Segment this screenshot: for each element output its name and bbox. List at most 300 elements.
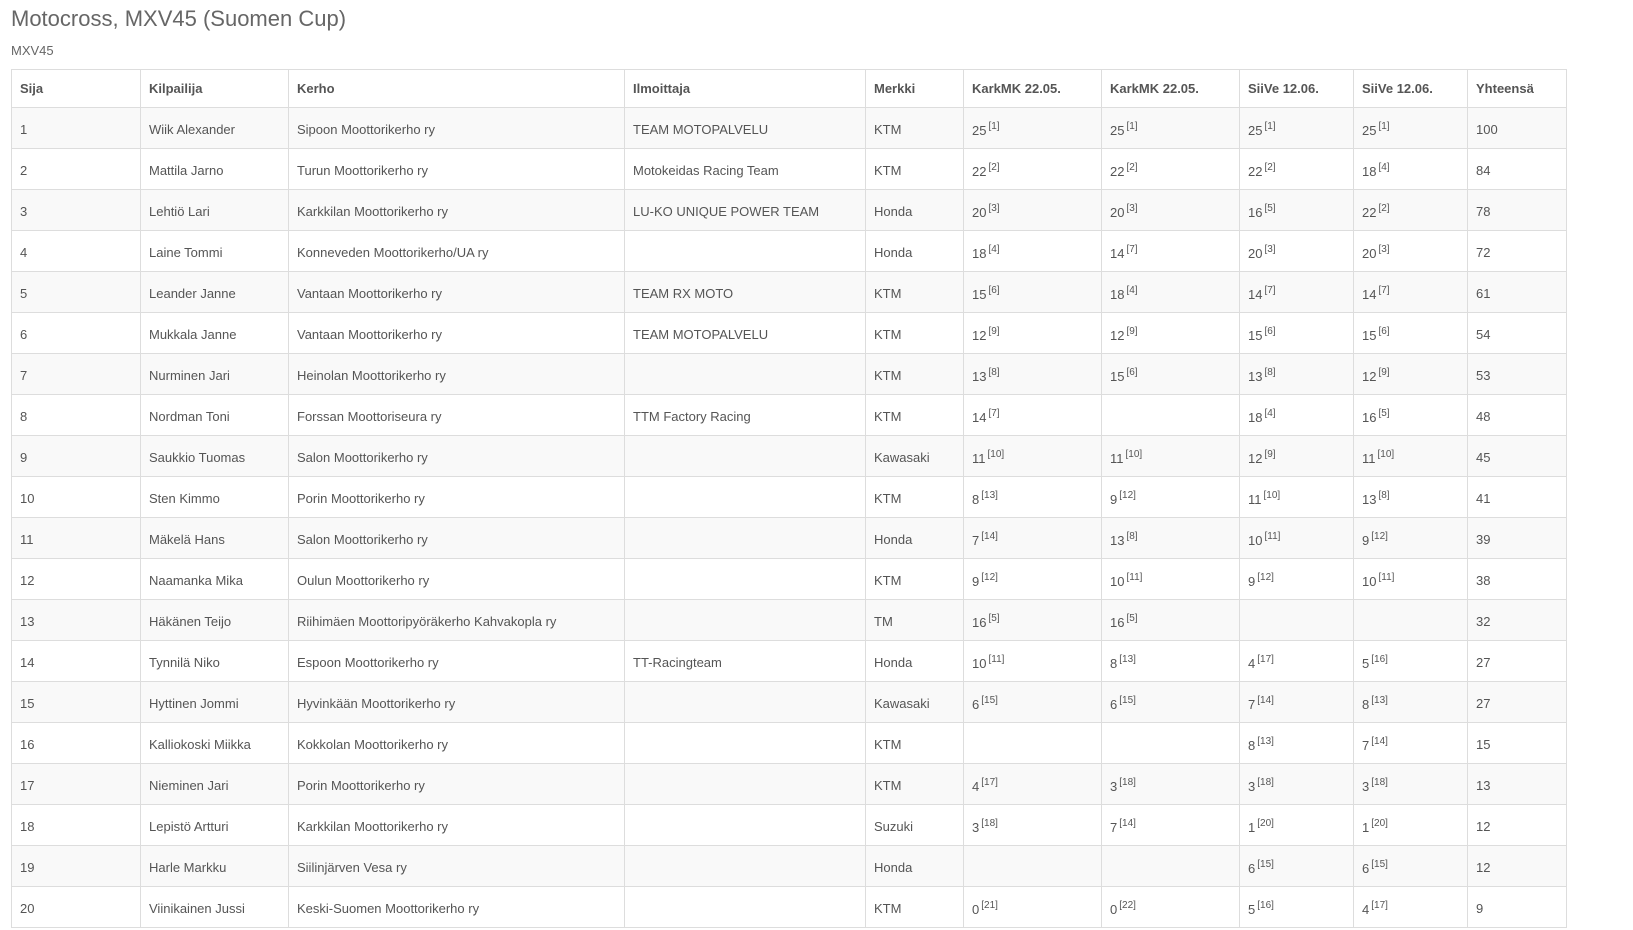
race-position: [17] — [1371, 899, 1388, 911]
total-points-cell: 100 — [1468, 108, 1567, 149]
race-position: [2] — [1126, 161, 1138, 173]
race-position: [12] — [981, 571, 998, 583]
club-cell: Kokkolan Moottorikerho ry — [289, 723, 625, 764]
race-position: [15] — [1119, 694, 1136, 706]
race-position: [8] — [1264, 366, 1276, 378]
race-2-result-cell — [1102, 149, 1240, 190]
race-3-result-cell — [1240, 723, 1354, 764]
race-points: 10 — [1110, 573, 1125, 589]
race-position: [20] — [1257, 817, 1274, 829]
header-row — [12, 70, 1567, 108]
entrant-cell: TEAM MOTOPALVELU — [625, 313, 866, 354]
total-points-cell: 72 — [1468, 231, 1567, 272]
race-2-result-cell — [1102, 190, 1240, 231]
race-2-result-cell — [1102, 641, 1240, 682]
race-4-result-cell — [1354, 354, 1468, 395]
race-points: 14 — [1362, 286, 1377, 302]
rank-cell: 8 — [12, 395, 141, 436]
race-points: 20 — [1110, 204, 1125, 220]
race-points: 3 — [1362, 778, 1370, 794]
make-cell: Honda — [866, 846, 964, 887]
race-1-result-cell — [964, 723, 1102, 764]
rider-name-cell: Harle Markku — [141, 846, 289, 887]
header-rank[interactable]: Sija — [12, 70, 141, 108]
total-points-cell: 15 — [1468, 723, 1567, 764]
race-points: 3 — [972, 819, 980, 835]
rider-name-cell: Leander Janne — [141, 272, 289, 313]
race-points: 13 — [1248, 368, 1263, 384]
race-position: [14] — [981, 530, 998, 542]
race-position: [4] — [1378, 161, 1390, 173]
race-3-result-cell — [1240, 395, 1354, 436]
rank-cell: 18 — [12, 805, 141, 846]
rider-name-cell: Tynnilä Niko — [141, 641, 289, 682]
race-2-result-cell — [1102, 477, 1240, 518]
race-position: [18] — [1257, 776, 1274, 788]
race-3-result-cell — [1240, 272, 1354, 313]
race-4-result-cell — [1354, 518, 1468, 559]
rank-cell: 14 — [12, 641, 141, 682]
race-1-result-cell — [964, 600, 1102, 641]
table-row — [12, 272, 1567, 313]
race-points: 9 — [1110, 491, 1118, 507]
results-table — [11, 69, 1567, 928]
entrant-cell — [625, 723, 866, 764]
race-points: 3 — [1248, 778, 1256, 794]
race-position: [14] — [1371, 735, 1388, 747]
total-points-cell: 45 — [1468, 436, 1567, 477]
race-2-result-cell — [1102, 518, 1240, 559]
race-points: 22 — [1248, 163, 1263, 179]
race-position: [22] — [1119, 899, 1136, 911]
race-1-result-cell — [964, 108, 1102, 149]
table-row — [12, 395, 1567, 436]
make-cell: Honda — [866, 641, 964, 682]
race-position: [4] — [1126, 284, 1138, 296]
rank-cell: 19 — [12, 846, 141, 887]
race-position: [11] — [1378, 571, 1395, 583]
entrant-cell: TTM Factory Racing — [625, 395, 866, 436]
rank-cell: 16 — [12, 723, 141, 764]
race-3-result-cell — [1240, 805, 1354, 846]
race-points: 11 — [1248, 491, 1262, 507]
make-cell: KTM — [866, 272, 964, 313]
race-points: 16 — [1248, 204, 1263, 220]
race-2-result-cell — [1102, 108, 1240, 149]
table-row — [12, 764, 1567, 805]
rider-name-cell: Mattila Jarno — [141, 149, 289, 190]
entrant-cell: TEAM MOTOPALVELU — [625, 108, 866, 149]
race-3-result-cell — [1240, 682, 1354, 723]
race-position: [7] — [988, 407, 1000, 419]
rider-name-cell: Nurminen Jari — [141, 354, 289, 395]
race-points: 1 — [1248, 819, 1256, 835]
table-row — [12, 805, 1567, 846]
entrant-cell — [625, 436, 866, 477]
race-2-result-cell — [1102, 600, 1240, 641]
race-3-result-cell — [1240, 641, 1354, 682]
race-position: [2] — [1264, 161, 1276, 173]
race-1-result-cell — [964, 559, 1102, 600]
race-2-result-cell — [1102, 887, 1240, 928]
header-make[interactable]: Merkki — [866, 70, 964, 108]
race-1-result-cell — [964, 354, 1102, 395]
club-cell: Salon Moottorikerho ry — [289, 436, 625, 477]
race-points: 25 — [972, 122, 987, 138]
table-row — [12, 231, 1567, 272]
race-points: 11 — [1362, 450, 1376, 466]
entrant-cell — [625, 231, 866, 272]
class-label: MXV45 — [11, 43, 54, 58]
race-position: [8] — [1378, 489, 1390, 501]
rider-name-cell: Laine Tommi — [141, 231, 289, 272]
race-1-result-cell — [964, 764, 1102, 805]
rank-cell: 10 — [12, 477, 141, 518]
race-points: 13 — [972, 368, 987, 384]
total-points-cell: 54 — [1468, 313, 1567, 354]
total-points-cell: 39 — [1468, 518, 1567, 559]
race-position: [1] — [1126, 120, 1138, 132]
entrant-cell — [625, 887, 866, 928]
race-points: 25 — [1110, 122, 1125, 138]
race-points: 18 — [1362, 163, 1377, 179]
race-3-result-cell — [1240, 518, 1354, 559]
total-points-cell: 12 — [1468, 846, 1567, 887]
race-position: [17] — [981, 776, 998, 788]
total-points-cell: 61 — [1468, 272, 1567, 313]
rank-cell: 6 — [12, 313, 141, 354]
race-points: 4 — [1248, 655, 1256, 671]
race-position: [11] — [1126, 571, 1143, 583]
race-position: [5] — [1378, 407, 1390, 419]
race-points: 11 — [1110, 450, 1124, 466]
make-cell: KTM — [866, 313, 964, 354]
make-cell: KTM — [866, 108, 964, 149]
rank-cell: 2 — [12, 149, 141, 190]
header-race-1[interactable]: KarkMK 22.05. — [964, 70, 1102, 108]
club-cell: Heinolan Moottorikerho ry — [289, 354, 625, 395]
race-position: [21] — [981, 899, 998, 911]
race-2-result-cell — [1102, 846, 1240, 887]
race-position: [1] — [1378, 120, 1390, 132]
race-points: 8 — [972, 491, 980, 507]
race-position: [6] — [988, 284, 1000, 296]
entrant-cell — [625, 354, 866, 395]
race-position: [15] — [981, 694, 998, 706]
rank-cell: 7 — [12, 354, 141, 395]
race-points: 15 — [972, 286, 987, 302]
race-points: 10 — [1248, 532, 1263, 548]
race-points: 25 — [1248, 122, 1263, 138]
race-position: [12] — [1371, 530, 1388, 542]
race-position: [17] — [1257, 653, 1274, 665]
race-position: [9] — [988, 325, 1000, 337]
club-cell: Karkkilan Moottorikerho ry — [289, 805, 625, 846]
race-4-result-cell — [1354, 682, 1468, 723]
table-row — [12, 354, 1567, 395]
header-race-3[interactable]: SiiVe 12.06. — [1240, 70, 1354, 108]
race-position: [9] — [1126, 325, 1138, 337]
race-4-result-cell — [1354, 805, 1468, 846]
race-points: 9 — [972, 573, 980, 589]
entrant-cell — [625, 477, 866, 518]
race-points: 6 — [1362, 860, 1370, 876]
table-row — [12, 436, 1567, 477]
race-position: [10] — [987, 448, 1005, 460]
race-points: 7 — [1362, 737, 1370, 753]
rider-name-cell: Kalliokoski Miikka — [141, 723, 289, 764]
race-points: 5 — [1248, 901, 1256, 917]
race-points: 9 — [1248, 573, 1256, 589]
race-position: [6] — [1264, 325, 1276, 337]
race-points: 6 — [972, 696, 980, 712]
race-position: [8] — [988, 366, 1000, 378]
race-points: 14 — [972, 409, 987, 425]
race-points: 12 — [1248, 450, 1263, 466]
race-2-result-cell — [1102, 805, 1240, 846]
race-3-result-cell — [1240, 190, 1354, 231]
race-position: [6] — [1126, 366, 1138, 378]
table-row — [12, 600, 1567, 641]
rank-cell: 12 — [12, 559, 141, 600]
race-points: 7 — [972, 532, 980, 548]
race-points: 12 — [972, 327, 987, 343]
race-points: 20 — [1362, 245, 1377, 261]
make-cell: Kawasaki — [866, 436, 964, 477]
total-points-cell: 53 — [1468, 354, 1567, 395]
race-position: [13] — [1119, 653, 1136, 665]
make-cell: KTM — [866, 559, 964, 600]
make-cell: KTM — [866, 764, 964, 805]
club-cell: Hyvinkään Moottorikerho ry — [289, 682, 625, 723]
header-rider[interactable]: Kilpailija — [141, 70, 289, 108]
table-row — [12, 149, 1567, 190]
rank-cell: 9 — [12, 436, 141, 477]
race-4-result-cell — [1354, 600, 1468, 641]
results-body — [12, 108, 1567, 928]
race-position: [13] — [981, 489, 998, 501]
entrant-cell — [625, 682, 866, 723]
table-row — [12, 682, 1567, 723]
race-position: [6] — [1378, 325, 1390, 337]
header-entrant[interactable]: Ilmoittaja — [625, 70, 866, 108]
race-2-result-cell — [1102, 723, 1240, 764]
race-points: 10 — [1362, 573, 1377, 589]
rider-name-cell: Saukkio Tuomas — [141, 436, 289, 477]
race-points: 16 — [1362, 409, 1377, 425]
race-position: [20] — [1371, 817, 1388, 829]
race-3-result-cell — [1240, 313, 1354, 354]
rider-name-cell: Wiik Alexander — [141, 108, 289, 149]
race-position: [5] — [1264, 202, 1276, 214]
race-position: [15] — [1371, 858, 1388, 870]
race-position: [4] — [1264, 407, 1276, 419]
header-race-2[interactable]: KarkMK 22.05. — [1102, 70, 1240, 108]
entrant-cell: LU-KO UNIQUE POWER TEAM — [625, 190, 866, 231]
club-cell: Porin Moottorikerho ry — [289, 764, 625, 805]
race-points: 16 — [1110, 614, 1125, 630]
race-position: [7] — [1264, 284, 1276, 296]
rank-cell: 13 — [12, 600, 141, 641]
race-points: 9 — [1362, 532, 1370, 548]
race-points: 4 — [1362, 901, 1370, 917]
table-row — [12, 108, 1567, 149]
table-row — [12, 190, 1567, 231]
make-cell: KTM — [866, 723, 964, 764]
club-cell: Riihimäen Moottoripyöräkerho Kahvakopla ry — [289, 600, 625, 641]
club-cell: Sipoon Moottorikerho ry — [289, 108, 625, 149]
race-4-result-cell — [1354, 231, 1468, 272]
make-cell: KTM — [866, 477, 964, 518]
page-title: Motocross, MXV45 (Suomen Cup) — [11, 6, 347, 31]
race-position: [12] — [1257, 571, 1274, 583]
race-points: 16 — [972, 614, 987, 630]
race-position: [3] — [1126, 202, 1138, 214]
race-points: 20 — [1248, 245, 1263, 261]
club-cell: Salon Moottorikerho ry — [289, 518, 625, 559]
entrant-cell — [625, 600, 866, 641]
race-1-result-cell — [964, 436, 1102, 477]
total-points-cell: 27 — [1468, 641, 1567, 682]
race-points: 10 — [972, 655, 987, 671]
race-1-result-cell — [964, 149, 1102, 190]
race-1-result-cell — [964, 395, 1102, 436]
race-3-result-cell — [1240, 764, 1354, 805]
total-points-cell: 9 — [1468, 887, 1567, 928]
rank-cell: 3 — [12, 190, 141, 231]
race-points: 22 — [1362, 204, 1377, 220]
race-points: 18 — [1248, 409, 1263, 425]
rank-cell: 11 — [12, 518, 141, 559]
race-3-result-cell — [1240, 887, 1354, 928]
race-position: [11] — [988, 653, 1005, 665]
total-points-cell: 38 — [1468, 559, 1567, 600]
race-1-result-cell — [964, 313, 1102, 354]
race-points: 3 — [1110, 778, 1118, 794]
club-cell: Karkkilan Moottorikerho ry — [289, 190, 625, 231]
header-club[interactable]: Kerho — [289, 70, 625, 108]
race-1-result-cell — [964, 231, 1102, 272]
race-points: 0 — [972, 901, 980, 917]
total-points-cell: 84 — [1468, 149, 1567, 190]
race-position: [14] — [1119, 817, 1136, 829]
race-4-result-cell — [1354, 641, 1468, 682]
rider-name-cell: Nordman Toni — [141, 395, 289, 436]
race-position: [10] — [1263, 489, 1281, 501]
race-4-result-cell — [1354, 764, 1468, 805]
header-total[interactable]: Yhteensä — [1468, 70, 1567, 108]
rank-cell: 15 — [12, 682, 141, 723]
rider-name-cell: Nieminen Jari — [141, 764, 289, 805]
race-4-result-cell — [1354, 108, 1468, 149]
total-points-cell: 41 — [1468, 477, 1567, 518]
race-position: [18] — [981, 817, 998, 829]
rider-name-cell: Naamanka Mika — [141, 559, 289, 600]
make-cell: Kawasaki — [866, 682, 964, 723]
race-position: [4] — [988, 243, 1000, 255]
race-4-result-cell — [1354, 190, 1468, 231]
race-position: [9] — [1264, 448, 1276, 460]
table-row — [12, 518, 1567, 559]
race-position: [13] — [1371, 694, 1388, 706]
race-2-result-cell — [1102, 436, 1240, 477]
race-4-result-cell — [1354, 395, 1468, 436]
race-position: [3] — [988, 202, 1000, 214]
race-points: 11 — [972, 450, 986, 466]
race-4-result-cell — [1354, 723, 1468, 764]
race-points: 4 — [972, 778, 980, 794]
race-points: 1 — [1362, 819, 1370, 835]
race-1-result-cell — [964, 477, 1102, 518]
header-race-4[interactable]: SiiVe 12.06. — [1354, 70, 1468, 108]
race-points: 22 — [972, 163, 987, 179]
race-points: 6 — [1110, 696, 1118, 712]
race-position: [15] — [1257, 858, 1274, 870]
race-points: 0 — [1110, 901, 1118, 917]
race-4-result-cell — [1354, 272, 1468, 313]
club-cell: Vantaan Moottorikerho ry — [289, 313, 625, 354]
club-cell: Oulun Moottorikerho ry — [289, 559, 625, 600]
entrant-cell: TEAM RX MOTO — [625, 272, 866, 313]
club-cell: Forssan Moottoriseura ry — [289, 395, 625, 436]
race-3-result-cell — [1240, 600, 1354, 641]
race-position: [11] — [1264, 530, 1281, 542]
rank-cell: 4 — [12, 231, 141, 272]
race-points: 15 — [1110, 368, 1125, 384]
race-4-result-cell — [1354, 887, 1468, 928]
race-points: 14 — [1248, 286, 1263, 302]
race-position: [5] — [1126, 612, 1138, 624]
entrant-cell — [625, 559, 866, 600]
total-points-cell: 32 — [1468, 600, 1567, 641]
race-position: [10] — [1377, 448, 1395, 460]
race-position: [9] — [1378, 366, 1390, 378]
race-points: 8 — [1110, 655, 1118, 671]
rider-name-cell: Viinikainen Jussi — [141, 887, 289, 928]
rider-name-cell: Lepistö Artturi — [141, 805, 289, 846]
make-cell: TM — [866, 600, 964, 641]
race-1-result-cell — [964, 272, 1102, 313]
race-points: 22 — [1110, 163, 1125, 179]
race-2-result-cell — [1102, 354, 1240, 395]
entrant-cell — [625, 846, 866, 887]
race-2-result-cell — [1102, 682, 1240, 723]
club-cell: Keski-Suomen Moottorikerho ry — [289, 887, 625, 928]
race-1-result-cell — [964, 805, 1102, 846]
race-2-result-cell — [1102, 272, 1240, 313]
rider-name-cell: Mukkala Janne — [141, 313, 289, 354]
table-row — [12, 846, 1567, 887]
entrant-cell: TT-Racingteam — [625, 641, 866, 682]
race-2-result-cell — [1102, 395, 1240, 436]
race-position: [7] — [1126, 243, 1138, 255]
table-row — [12, 477, 1567, 518]
race-points: 25 — [1362, 122, 1377, 138]
race-points: 20 — [972, 204, 987, 220]
race-2-result-cell — [1102, 231, 1240, 272]
make-cell: KTM — [866, 887, 964, 928]
race-3-result-cell — [1240, 477, 1354, 518]
race-position: [2] — [1378, 202, 1390, 214]
club-cell: Vantaan Moottorikerho ry — [289, 272, 625, 313]
rank-cell: 20 — [12, 887, 141, 928]
rider-name-cell: Sten Kimmo — [141, 477, 289, 518]
race-1-result-cell — [964, 190, 1102, 231]
race-1-result-cell — [964, 846, 1102, 887]
rider-name-cell: Mäkelä Hans — [141, 518, 289, 559]
race-4-result-cell — [1354, 559, 1468, 600]
race-position: [3] — [1264, 243, 1276, 255]
